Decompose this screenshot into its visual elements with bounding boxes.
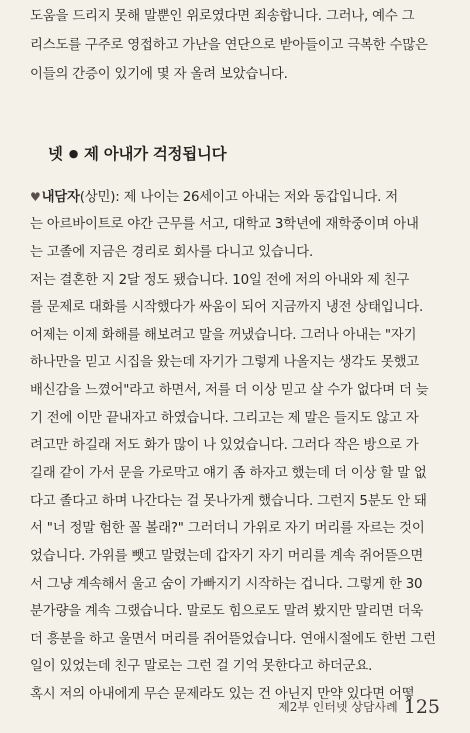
letter-line: 었습니다. 가위를 뺏고 말렸는데 갑자기 자기 머리를 계속 쥐어뜯으면 bbox=[30, 549, 424, 564]
section-title: 제 아내가 걱정됩니다 bbox=[84, 145, 227, 163]
section-number: 넷 bbox=[48, 145, 63, 163]
letter-line: 는 고졸에 지금은 경리로 회사를 다니고 있습니다. bbox=[30, 245, 314, 260]
letter-line: 배신감을 느꼈어"라고 하면서, 저를 더 이상 믿고 살 수가 없다며 더 늦 bbox=[30, 383, 429, 398]
letter-line: 어제는 이제 화해를 해보려고 말을 꺼냈습니다. 그러나 아내는 "자기 bbox=[30, 328, 417, 343]
paragraph-line: 이들의 간증이 있기에 몇 자 올려 보았습니다. bbox=[30, 67, 288, 82]
letter-line: 저는 결혼한 지 2달 정도 됐습니다. 10일 전에 저의 아내와 제 친구 bbox=[30, 273, 410, 288]
letter-line: 하나만을 믿고 시집을 왔는데 자기가 그렇게 나올지는 생각도 못했고 bbox=[30, 355, 420, 370]
letter-line: 더 흥분을 하고 울면서 머리를 쥐어뜯었습니다. 연애시절에도 한번 그런 bbox=[30, 632, 436, 647]
letter-line: 를 문제로 대화를 시작했다가 싸움이 되어 지금까지 냉전 상태입니다. bbox=[30, 300, 424, 315]
letter-line: 서 "너 정말 험한 꼴 볼래?" 그러더니 가위로 자기 머리를 자르는 것이 bbox=[30, 521, 425, 536]
letter-line: 분가량을 계속 그랬습니다. 말로도 힘으로도 말려 봤지만 말리면 더욱 bbox=[30, 604, 424, 619]
letter-line: 서 그냥 계속해서 울고 숨이 가빠지기 시작하는 겁니다. 그렇게 한 30 bbox=[30, 577, 423, 592]
letter-text: 제 나이는 26세이고 아내는 저와 동갑입니다. 저 bbox=[119, 190, 398, 205]
letter-line: 기 전에 이만 끝내자고 하였습니다. 그리고는 제 말은 들지도 않고 자 bbox=[30, 411, 419, 426]
paragraph-line: 리스도를 구주로 영접하고 가난을 연단으로 받아들이고 극복한 수많은 bbox=[30, 38, 428, 53]
heading-bullet: ● bbox=[68, 147, 78, 160]
letter-line: 는 아르바이트로 야간 근무를 서고, 대학교 3학년에 재학중이며 아내 bbox=[30, 217, 419, 232]
paragraph-line: 도움을 드리지 못해 말뿐인 위로였다면 죄송합니다. 그러나, 예수 그 bbox=[30, 9, 415, 24]
page-number: 125 bbox=[403, 696, 440, 718]
page-footer bbox=[278, 696, 440, 718]
speaker-label: 내담자 bbox=[41, 190, 80, 205]
speaker-suffix: (상민): bbox=[79, 190, 120, 205]
letter-line: 길래 같이 가서 문을 가로막고 얘기 좀 하자고 했는데 더 이상 할 말 없 bbox=[30, 466, 427, 481]
letter-first-line bbox=[30, 188, 450, 207]
section-heading bbox=[48, 142, 226, 164]
letter-line: 다고 졸다고 하며 나간다는 걸 못나가게 했습니다. 그런지 5분도 안 돼 bbox=[30, 494, 427, 509]
letter-line: 일이 있었는데 친구 말로는 그런 걸 기억 못한다고 하더군요. bbox=[30, 659, 373, 674]
letter-line: 려고만 하길래 저도 화가 많이 나 있었습니다. 그러다 작은 방으로 가 bbox=[30, 438, 419, 453]
heart-icon: ♥ bbox=[30, 190, 41, 204]
footer-section-title: 제2부 인터넷 상담사례 bbox=[278, 700, 398, 714]
letter-line: 혹시 저의 아내에게 무슨 문제라도 있는 건 아닌지 만약 있다면 어떻 bbox=[30, 687, 415, 702]
